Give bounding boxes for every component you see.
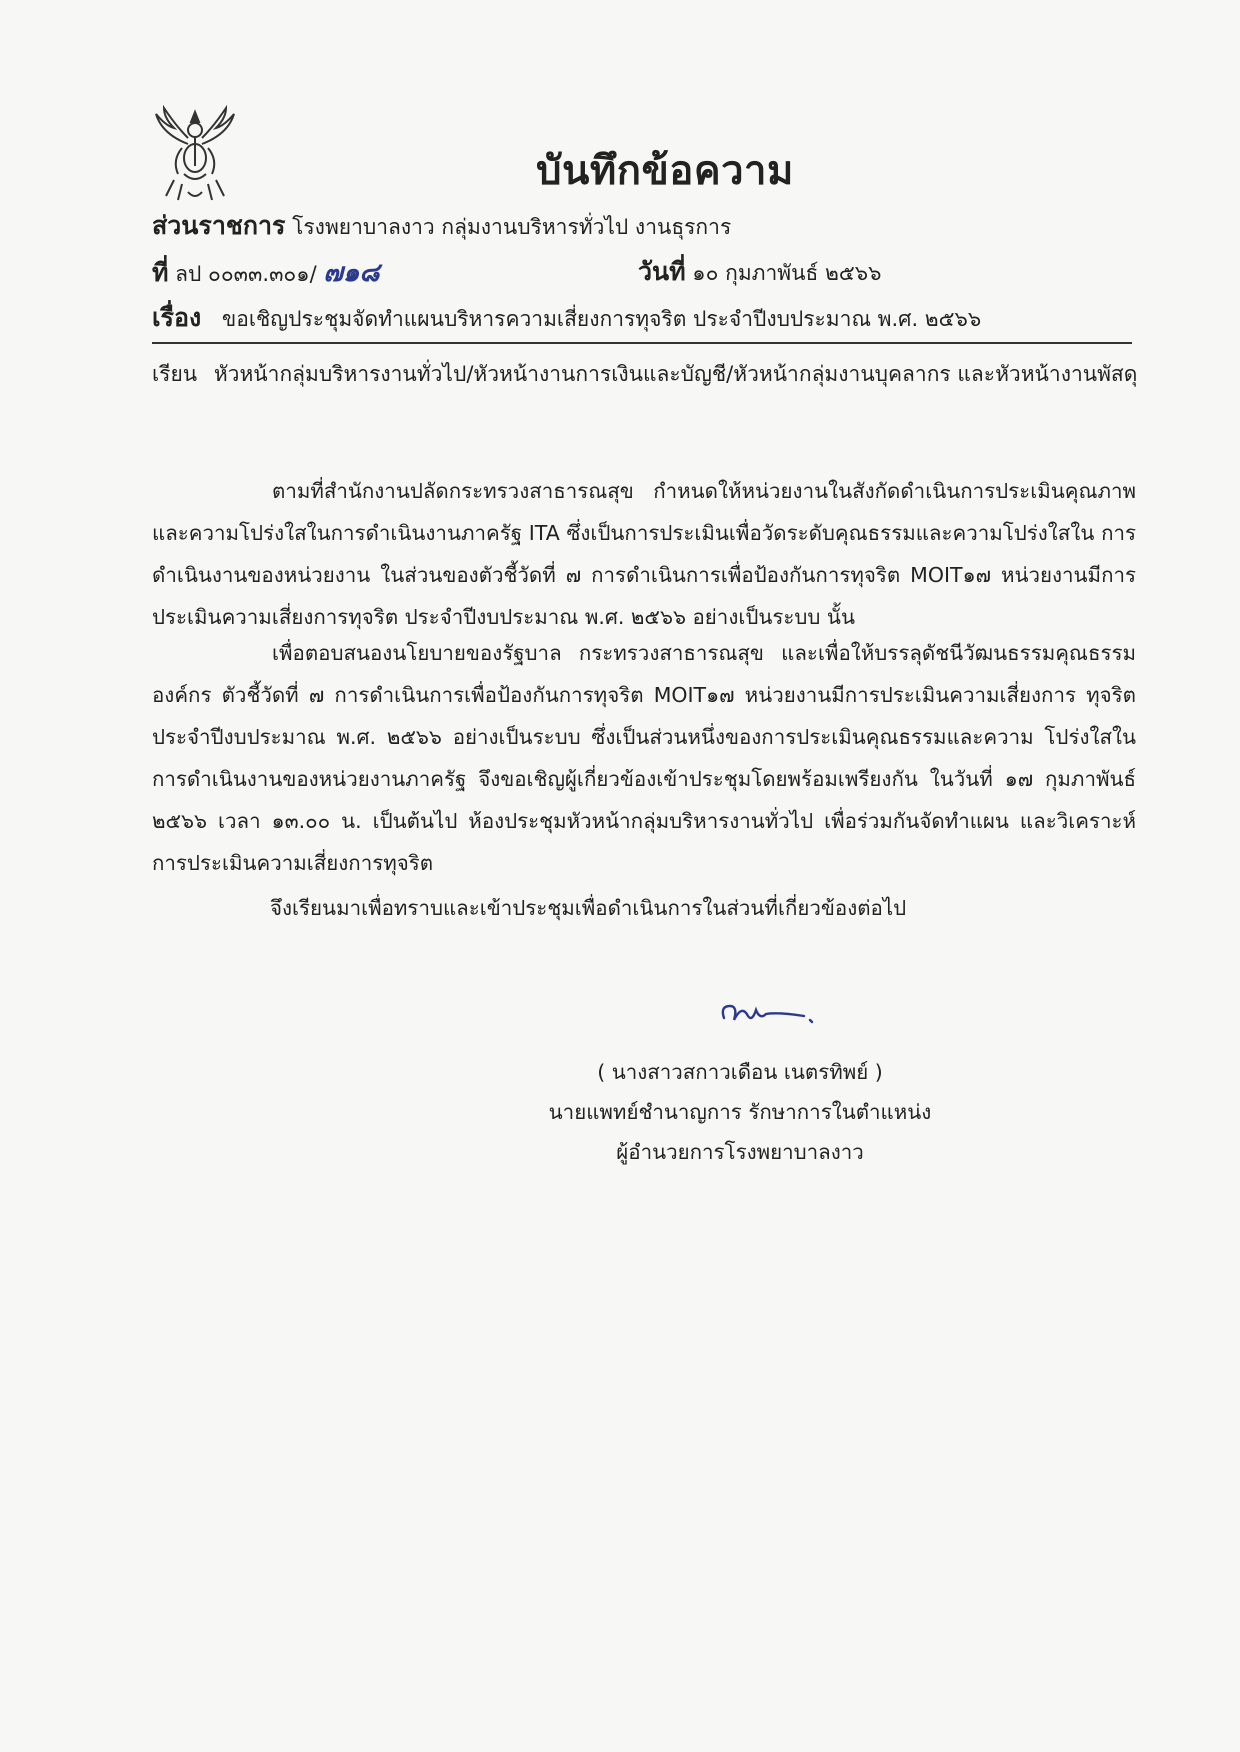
header-divider (152, 342, 1132, 344)
signature-scribble (718, 996, 818, 1032)
reference-value: ลป ๐๐๓๓.๓๐๑/ (175, 262, 317, 286)
agency-label: ส่วนราชการ (152, 211, 286, 240)
signature-block (520, 1052, 960, 1172)
paragraph-text: เพื่อตอบสนองนโยบายของรัฐบาล กระทรวงสาธารณสุข และเพื่อให้บรรลุดัชนีวัฒนธรรมคุณธรรมองค์กร ตัวชี้วัดที่ ๗ การดำเนินการเพื่อป้องกันการทุจริต MOIT๑๗ หน่วยงานมีการประเมินความเสี่ยงการ ทุจริต ประจำปีงบประมาณ พ.ศ. ๒๕๖๖ อย่างเป็นระบบ ซึ่งเป็นส่วนหนึ่งของการประเมินคุณธรรมและความ โปร่งใสในการดำเนินงานของหน่วยงานภาครัฐ จึงขอเชิญผู้เกี่ยวข้องเข้าประชุมโดยพร้อมเพรียงกัน ในวันที่ ๑๗ กุมภาพันธ์ ๒๕๖๖ เวลา ๑๓.๐๐ น. เป็นต้นไป ห้องประชุมหัวหน้ากลุ่มบริหารงานทั่วไป เพื่อร่วมกันจัดทำแผน และวิเคราะห์การประเมินความเสี่ยงการทุจริต (152, 641, 1136, 875)
reference-handwritten-number: ๗๑๘ (323, 258, 380, 288)
addressee-line (152, 358, 1137, 391)
subject-label: เรื่อง (152, 303, 202, 332)
subject-value: ขอเชิญประชุมจัดทำแผนบริหารความเสี่ยงการทุจริต ประจำปีงบประมาณ พ.ศ. ๒๕๖๖ (221, 307, 982, 331)
agency-line (152, 206, 731, 246)
signer-name: ( นางสาวสกาวเดือน เนตรทิพย์ ) (597, 1060, 883, 1084)
date-value: ๑๐ กุมภาพันธ์ ๒๕๖๖ (692, 261, 882, 285)
date-label: วันที่ (638, 257, 686, 286)
paragraph-text: ตามที่สำนักงานปลัดกระทรวงสาธารณสุข กำหนดให้หน่วยงานในสังกัดดำเนินการประเมินคุณภาพและความโปร่งใสในการดำเนินงานภาครัฐ ITA ซึ่งเป็นการประเมินเพื่อวัดระดับคุณธรรมและความโปร่งใสใน การดำเนินงานของหน่วยงาน ในส่วนของตัวชี้วัดที่ ๗ การดำเนินการเพื่อป้องกันการทุจริต MOIT๑๗ หน่วยงานมีการประเมินความเสี่ยงการทุจริต ประจำปีงบประมาณ พ.ศ. ๒๕๖๖ อย่างเป็นระบบ นั้น (152, 479, 1136, 629)
addressee-label: เรียน (152, 362, 198, 386)
date-line (638, 252, 881, 292)
agency-value: โรงพยาบาลงาว กลุ่มงานบริหารทั่วไป งานธุรการ (292, 215, 732, 239)
subject-line (152, 298, 981, 338)
signer-position-title: ผู้อำนวยการโรงพยาบาลงาว (616, 1140, 864, 1164)
body-paragraph-1 (152, 470, 1136, 638)
reference-line (152, 252, 379, 293)
body-paragraph-2 (152, 632, 1136, 884)
memo-title: บันทึกข้อความ (536, 148, 794, 194)
addressee-value: หัวหน้ากลุ่มบริหารงานทั่วไป/หัวหน้างานการเงินและบัญชี/หัวหน้ากลุ่มงานบุคลากร และหัวหน้างานพัสดุ (213, 362, 1138, 386)
reference-label: ที่ (152, 258, 169, 287)
signer-position: นายแพทย์ชำนาญการ รักษาการในตำแหน่ง (548, 1100, 932, 1124)
closing-line: จึงเรียนมาเพื่อทราบและเข้าประชุมเพื่อดำเนินการในส่วนที่เกี่ยวข้องต่อไป (270, 896, 907, 920)
